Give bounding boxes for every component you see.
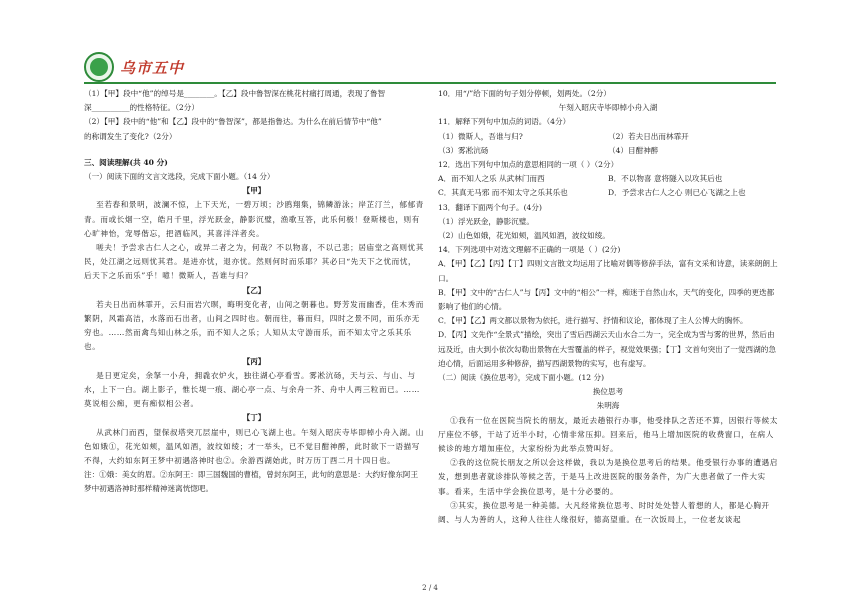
essay-title: 换位思考	[592, 387, 624, 397]
passage-bing-title: 【丙】	[242, 356, 266, 366]
question-12-row-2	[438, 186, 778, 200]
question-11: 11．解释下列句中加点的词语。（4分）	[438, 117, 571, 127]
school-name: 乌市五中	[120, 58, 185, 77]
header-divider	[84, 82, 776, 84]
question-12-option: B．不以物喜 意将隧入以攻其后也	[608, 174, 723, 184]
passage-jia-title: 【甲】	[242, 186, 266, 196]
school-logo-icon	[84, 52, 114, 82]
passage-yi-p1: 若夫日出而林霏开，云归而岩穴暝，晦明变化者，山间之朝暮也。野芳发而幽香，佳木秀而繁阴，风霜高洁，水落而石出者，山间之四时也。朝而往，暮而归，四时之景不同，而乐亦无穷也。……然而禽鸟知山林之乐，而不知人之乐；人知从太守游而乐，而不知太守之乐其乐也。	[84, 299, 424, 352]
left-column	[84, 87, 424, 497]
essay-paragraph-2: ②我的这位院长朋友之所以会这样做，我以为是换位思考后的结果。他受银行办事的遭遇启发，想到患者就诊排队等候之苦，于是马上改进医院的服务条件，为广大患者做了一件大实事。看来，生活中学会换位思考，是十分必要的。	[438, 458, 778, 496]
question-12-option: D．予尝求古仁人之心 则已心飞湖之上也	[608, 188, 746, 198]
question-12-option: C．其真无马邪 而不知太守之乐其乐也	[438, 188, 568, 198]
essay-author: 朱明海	[596, 401, 620, 411]
question-13-item: （2）山色如娥，花光如颊，温风如酒，波纹如绫。	[438, 231, 610, 241]
question-11-item: （2）若夫日出而林霏开	[608, 131, 689, 141]
question-13-item: （1）浮光跃金，静影沉璧。	[438, 216, 534, 226]
right-column	[438, 87, 778, 527]
question-11-row-1	[438, 130, 778, 144]
passage-jia-p3: 嗟夫！予尝求古仁人之心，或异二者之为，何哉？不以物喜，不以己悲；居庙堂之高则忧其民，处江湖之远则忧其君。是进亦忧，退亦忧。然则何时而乐耶？其必曰“先天下之忧而忧，后天下之乐而乐”乎！噫！微斯人，吾谁与归？	[84, 243, 424, 281]
header	[84, 52, 184, 82]
question-14-option-b: B．【甲】文中的“古仁人”与【丙】文中的“相公”一样，痴迷于自然山水，天气的变化，四季的更迭都影响了他们的心情。	[438, 287, 775, 312]
question-11-item: （4）目酣神醉	[608, 145, 659, 155]
question-14-option-c: C．【甲】【乙】两文都以景物为依托，进行描写、抒情和议论，都体现了主人公博大的胸怀。	[438, 316, 748, 326]
footnote: 注：①娥：美女的眉。②东阿王：即三国魏国的曹植，曾封东阿王，此句的意思是：大约好像东阿王梦中初遇洛神时那样精神迷离恍惚吧。	[84, 470, 419, 494]
passage-yi-title: 【乙】	[242, 285, 266, 295]
question-10: 10．用“/”给下面的句子划分停顿，划两处。（2分）	[438, 89, 611, 98]
question-10-sentence: 午刻入昭庆寺毕即棹小舟入湖	[558, 103, 658, 113]
question-2-cont: 的称谓发生了变化?（2分）	[84, 131, 177, 141]
question-14-option-a: A．【甲】【乙】【丙】【丁】四则文言散文均运用了比喻对偶等修辞手法，富有文采和诗意，读来朗朗上口。	[438, 259, 778, 283]
passage-ding-title: 【丁】	[242, 413, 266, 423]
question-14: 14．下列选项中对选文理解不正确的一项是（ ）(2分)	[438, 245, 621, 255]
question-1-cont: 深__________的性格特征。（2分）	[84, 103, 199, 113]
question-13: 13．翻译下面两个句子。(4分)	[438, 202, 542, 212]
sub-section-2: （二）阅读《换位思考》，完成下面小题。(12 分)	[438, 373, 605, 383]
question-12-row-1	[438, 172, 778, 186]
question-11-item: （1）微斯人，吾谁与归?	[438, 131, 523, 141]
passage-bing-p1: 是日更定矣，余拏一小舟，拥毳衣炉火，独往湖心亭看雪。雾凇沆砀，天与云、与山、与水，上下一白。湖上影子，惟长堤一痕、湖心亭一点、与余舟一芥、舟中人两三粒而已。……莫说相公痴，更有痴似相公者。	[84, 370, 420, 409]
question-14-option-d: D．【丙】文先作“全景式”描绘，突出了雪后西湖云天山水合二为一，完全成为雪与雾的世界，然后由远及近，由大到小依次勾勒出景物在大雪覆盖的样子，视觉效果强；【丁】文首句突出了一觉西湖的急迫心情，后面运用多种修辞，描写西湖景物的实写，也有虚写。	[438, 330, 776, 368]
question-12: 12．选出下列句中加点的意思相同的一项（ ）（2分）	[438, 160, 619, 170]
sub-section-1: （一）阅读下面的文言文选段，完成下面小题。（14 分）	[84, 172, 275, 182]
question-11-row-2	[438, 144, 778, 158]
essay-paragraph-3: ③其实，换位思考是一种美德。大凡经常换位思考、时时处处替人着想的人，都是心胸开阔、与人为善的人，这种人往往人缘很好，德高望重。在一次饭局上，一位老友谈起	[438, 500, 770, 525]
question-1: （1）【甲】段中“他”的绰号是________。【乙】段中鲁智深在桃花村痛打周通，表现了鲁智	[84, 89, 386, 98]
question-2: （2）【甲】段中的“他”和【乙】段中的“鲁智深”，都是指鲁达。为什么在前后情节中“他”	[84, 117, 382, 127]
question-11-item: （3）雾凇沆砀	[438, 145, 489, 155]
section-title: 三、阅读理解(共 40 分)	[84, 157, 168, 167]
passage-ding-p1: 从武林门而西，望保叔塔突兀层崖中，则已心飞湖上也。午刻入昭庆寺毕即棹小舟入湖。山色如娥①，花光如颊，温风如酒，波纹如绫；才一举头，已不觉目酣神醉，此时欲下一语描写不得，大约如东阿王梦中初遇洛神时也②。余游西湖始此，时万历丁酉二月十四日也。	[84, 427, 424, 466]
question-12-option: A．而不知人之乐 从武林门而西	[438, 174, 545, 184]
page-number: 2 / 4	[422, 584, 438, 592]
essay-paragraph-1: ①我有一位在医院当院长的朋友，最近去趟银行办事，他受排队之苦还不算，因银行等候太厅座位不够，干站了近半小时，心情非常压抑。回来后，他马上增加医院的收费窗口，在病人候诊的地方增加座位，大家纷纷为此举点赞叫好。	[438, 415, 778, 454]
passage-jia-p2: 至若春和景明，波澜不惊，上下天光，一碧万顷；沙鸥翔集，锦鳞游泳；岸芷汀兰，郁郁青青。而或长烟一空，皓月千里，浮光跃金，静影沉璧，渔歌互答，此乐何极！登斯楼也，则有心旷神怡，宠辱偕忘，把酒临风，其喜洋洋者矣。	[84, 200, 424, 238]
